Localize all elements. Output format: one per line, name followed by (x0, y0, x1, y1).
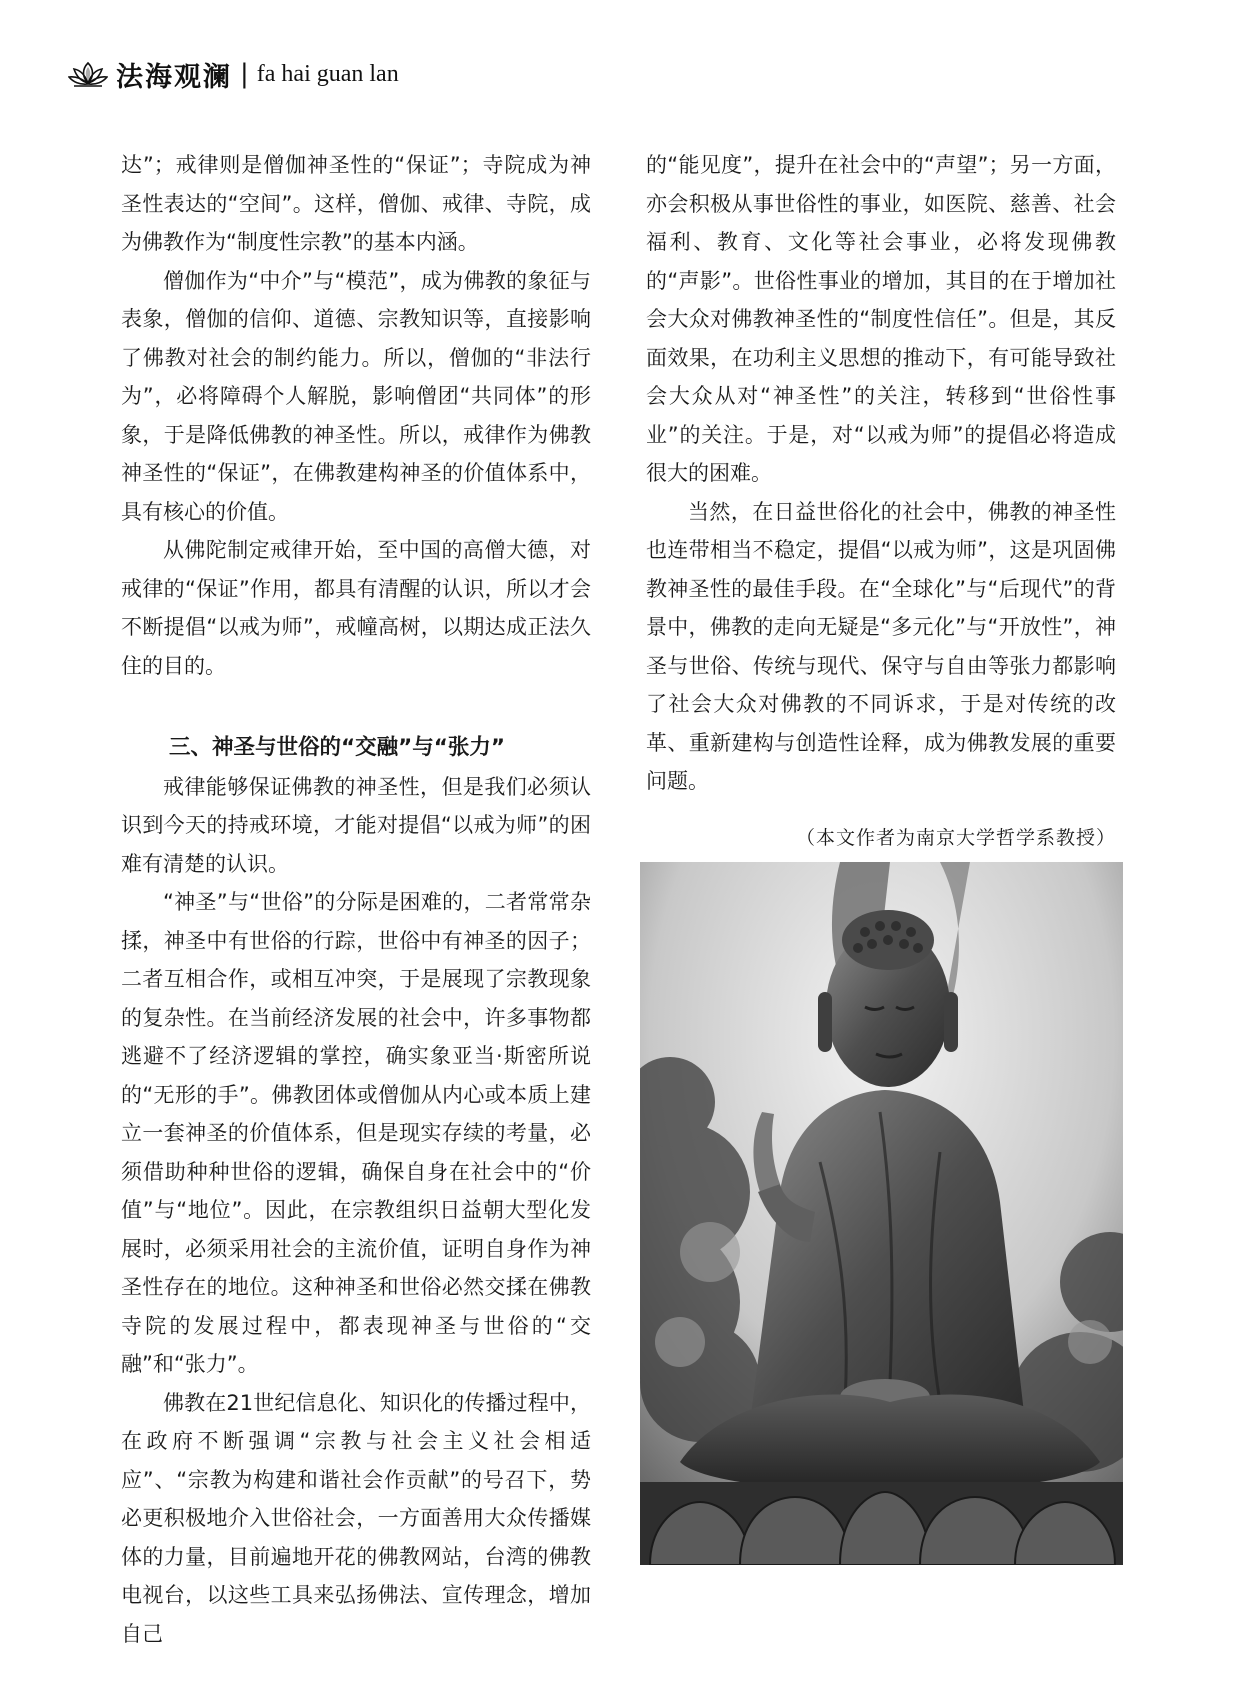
paragraph: 戒律能够保证佛教的神圣性，但是我们必须认识到今天的持戒环境，才能对提倡“以戒为师”的困难有清楚的认识。 (121, 774, 591, 876)
author-byline: （本文作者为南京大学哲学系教授） (795, 826, 1116, 849)
paragraph: 的“能见度”，提升在社会中的“声望”；另一方面，亦会积极从事世俗性的事业，如医院、慈善、社会福利、教育、文化等社会事业，必将发现佛教的“声影”。世俗性事业的增加，其目的在于增加社会大众对佛教神圣性的“制度性信任”。但是，其反面效果，在功利主义思想的推动下，有可能导致社会大众从对“神圣性”的关注，转移到“世俗性事业”的关注。于是，对“以戒为师”的提倡必将造成很大的困难。 (646, 153, 1116, 485)
right-column (646, 146, 1116, 857)
section-heading: 三、神圣与世俗的“交融”与“张力” (169, 735, 506, 760)
paragraph: 当然，在日益世俗化的社会中，佛教的神圣性也连带相当不稳定，提倡“以戒为师”，这是巩固佛教神圣性的最佳手段。在“全球化”与“后现代”的背景中，佛教的走向无疑是“多元化”与“开放性”，神圣与世俗、传统与现代、保守与自由等张力都影响了社会大众对佛教的不同诉求，于是对传统的改革、重新建构与创造性诠释，成为佛教发展的重要问题。 (646, 499, 1116, 793)
paragraph: “神圣”与“世俗”的分际是困难的，二者常常杂揉，神圣中有世俗的行踪，世俗中有神圣的因子；二者互相合作，或相互冲突，于是展现了宗教现象的复杂性。在当前经济发展的社会中，许多事物都逃避不了经济逻辑的掌控，确实象亚当·斯密所说的“无形的手”。佛教团体或僧伽从内心或本质上建立一套神圣的价值体系，但是现实存续的考量，必须借助种种世俗的逻辑，确保自身在社会中的“价值”与“地位”。因此，在宗教组织日益朝大型化发展时，必须采用社会的主流价值，证明自身作为神圣性存在的地位。这种神圣和世俗必然交揉在佛教寺院的发展过程中，都表现神圣与世俗的“交融”和“张力”。 (121, 890, 591, 1376)
paragraph: 达”；戒律则是僧伽神圣性的“保证”；寺院成为神圣性表达的“空间”。这样，僧伽、戒律、寺院，成为佛教作为“制度性宗教”的基本内涵。 (121, 153, 591, 254)
paragraph: 从佛陀制定戒律开始，至中国的高僧大德，对戒律的“保证”作用，都具有清醒的认识，所以才会不断提倡“以戒为师”，戒幢高树，以期达成正法久住的目的。 (121, 538, 591, 678)
section-title-en: fa hai guan lan (256, 60, 399, 87)
page-header (68, 52, 399, 96)
paragraph: 僧伽作为“中介”与“模范”，成为佛教的象征与表象，僧伽的信仰、道德、宗教知识等，直接影响了佛教对社会的制约能力。所以，僧伽的“非法行为”，必将障碍个人解脱，影响僧团“共同体”的形象，于是降低佛教的神圣性。所以，戒律作为佛教神圣性的“保证”，在佛教建构神圣的价值体系中，具有核心的价值。 (121, 268, 591, 524)
paragraph: 佛教在21世纪信息化、知识化的传播过程中，在政府不断强调“宗教与社会主义社会相适应”、“宗教为构建和谐社会作贡献”的号召下，势必更积极地介入世俗社会，一方面善用大众传播媒体的力量，目前遍地开花的佛教网站，台湾的佛教电视台，以这些工具来弘扬佛法、宣传理念，增加自己 (121, 1390, 591, 1646)
buddha-statue-photo (640, 862, 1123, 1565)
left-column (121, 146, 591, 1653)
lotus-icon (68, 59, 108, 89)
section-title-zh: 法海观澜 (116, 61, 232, 93)
title-separator: | (240, 59, 249, 89)
